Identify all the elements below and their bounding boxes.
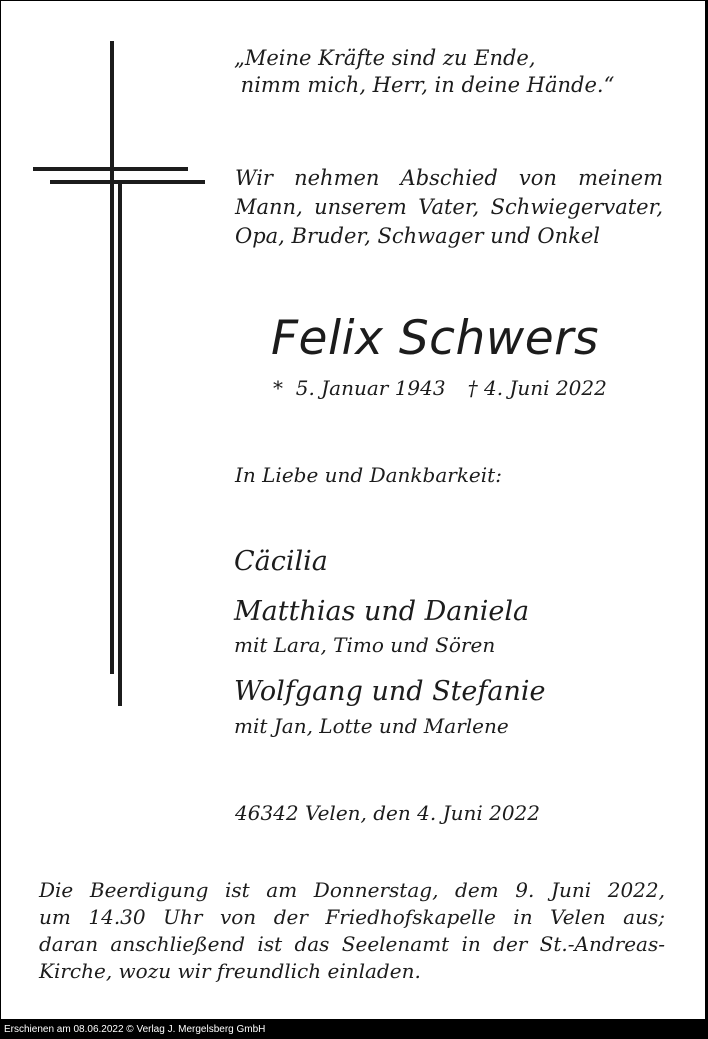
family-member: Matthias und Daniela <box>234 596 530 627</box>
cross-vertical-bar-shadow <box>118 182 122 706</box>
funeral-line: Kirche, wozu wir freundlich einladen. <box>39 959 421 983</box>
family-children: mit Lara, Timo und Sören <box>234 633 496 657</box>
quote-line: „Meine Kräfte sind zu Ende, <box>234 46 536 70</box>
intro-line: Mann, unserem Vater, Schwiegervater, <box>235 195 663 219</box>
family-member: Wolfgang und Stefanie <box>234 676 546 707</box>
deceased-name: Felix Schwers <box>271 311 599 366</box>
cross-horizontal-bar <box>33 167 188 171</box>
funeral-info <box>39 877 665 985</box>
intro-line: Opa, Bruder, Schwager und Onkel <box>235 224 601 248</box>
cross-horizontal-bar-shadow <box>50 180 205 184</box>
funeral-line: daran anschließend ist das Seelenamt in der St.-Andreas- <box>39 932 665 956</box>
obituary-notice <box>1 1 705 1019</box>
funeral-line: Die Beerdigung ist am Donnerstag, dem 9. Juni 2022, <box>39 878 665 902</box>
publication-footer: Erschienen am 08.06.2022 © Verlag J. Mergelsberg GmbH <box>4 1024 266 1035</box>
life-dates <box>273 374 607 402</box>
death-date: † 4. Juni 2022 <box>467 376 607 400</box>
birth-date: * 5. Januar 1943 <box>273 376 446 400</box>
bible-quote <box>234 45 614 99</box>
funeral-line: um 14.30 Uhr von der Friedhofskapelle in Velen aus; <box>39 905 665 929</box>
cross-vertical-bar <box>110 41 114 674</box>
place-and-date: 46342 Velen, den 4. Juni 2022 <box>235 801 540 825</box>
intro-line: Wir nehmen Abschied von meinem <box>235 166 663 190</box>
quote-line: nimm mich, Herr, in deine Hände.“ <box>234 73 615 97</box>
farewell-intro <box>235 164 663 251</box>
family-children: mit Jan, Lotte und Marlene <box>234 714 509 738</box>
family-member: Cäcilia <box>234 546 328 577</box>
gratitude-line: In Liebe und Dankbarkeit: <box>235 463 502 487</box>
